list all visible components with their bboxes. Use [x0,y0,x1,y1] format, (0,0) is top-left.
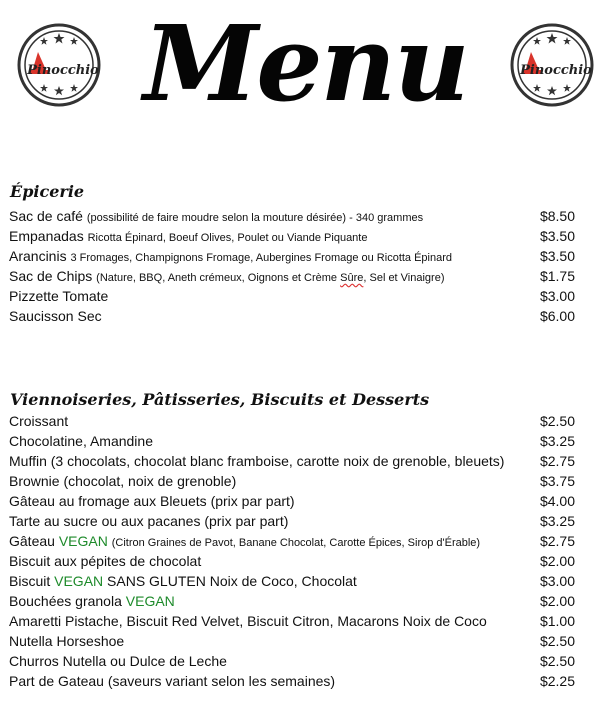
item-price: $2.75 [539,533,575,549]
menu-item [9,288,575,308]
item-price: $3.25 [539,433,575,449]
viennoiseries-list [9,413,575,693]
menu-item [9,533,575,553]
menu-item [9,228,575,248]
item-price: $6.00 [539,308,575,324]
logo-text: Pinocchio [27,63,99,78]
menu-item [9,473,575,493]
item-price: $3.00 [539,573,575,589]
item-price: $3.25 [539,513,575,529]
menu-item [9,593,575,613]
item-price: $4.00 [539,493,575,509]
item-price: $2.75 [539,453,575,469]
item-detail: 3 Fromages, Champignons Fromage, Aubergines Fromage ou Ricotta Épinard [70,252,453,264]
item-name: Nutella Horseshoe [9,633,125,649]
menu-item [9,268,575,288]
item-name: Tarte au sucre ou aux pacanes (prix par part) [9,513,289,529]
item-price: $2.00 [539,553,575,569]
item-detail: (Citron Graines de Pavot, Banane Chocolat, Carotte Épices, Sirop d'Érable) [111,537,481,549]
item-name: Gâteau VEGAN (Citron Graines de Pavot, Banane Chocolat, Carotte Épices, Sirop d'Érable) [9,533,481,549]
item-price: $1.75 [539,268,575,284]
item-price: $3.50 [539,228,575,244]
logo-text: Pinocchio [520,63,592,78]
menu-item [9,653,575,673]
item-detail: Ricotta Épinard, Boeuf Olives, Poulet ou Viande Piquante [87,232,368,244]
vegan-label: VEGAN [58,533,108,549]
item-name: Amaretti Pistache, Biscuit Red Velvet, Biscuit Citron, Macarons Noix de Coco [9,613,487,629]
item-price: $2.00 [539,593,575,609]
item-price: $8.50 [539,208,575,224]
item-detail: (Nature, BBQ, Aneth crémeux, Oignons et Crème Sûre, Sel et Vinaigre) [96,272,445,284]
item-name: Part de Gateau (saveurs variant selon les semaines) [9,673,336,689]
item-price: $2.50 [539,633,575,649]
page-title: Menu [143,2,468,125]
vegan-label: VEGAN [54,573,104,589]
item-name: Muffin (3 chocolats, chocolat blanc framboise, carotte noix de grenoble, bleuets) [9,453,505,469]
menu-item [9,413,575,433]
item-price: $3.00 [539,288,575,304]
item-name: Arancinis 3 Fromages, Champignons Fromage, Aubergines Fromage ou Ricotta Épinard [9,248,453,264]
section-title-viennoiseries: Viennoiseries, Pâtisseries, Biscuits et Desserts [10,390,430,409]
item-detail: (possibilité de faire moudre selon la mouture désirée) - 340 grammes [86,212,424,224]
item-name: Saucisson Sec [9,308,102,324]
menu-item [9,573,575,593]
menu-item [9,633,575,653]
item-price: $3.50 [539,248,575,264]
item-name: Brownie (chocolat, noix de grenoble) [9,473,237,489]
item-name: Sac de café (possibilité de faire moudre selon la mouture désirée) - 340 grammes [9,208,424,224]
menu-item [9,208,575,228]
item-name: Pizzette Tomate [9,288,109,304]
item-name: Churros Nutella ou Dulce de Leche [9,653,227,669]
menu-item [9,553,575,573]
menu-item [9,673,575,693]
section-title-epicerie: Épicerie [10,182,85,201]
item-name: Biscuit VEGAN SANS GLUTEN Noix de Coco, Chocolat [9,573,357,589]
item-price: $1.00 [539,613,575,629]
menu-item [9,453,575,473]
item-price: $2.25 [539,673,575,689]
item-price: $2.50 [539,653,575,669]
item-name: Chocolatine, Amandine [9,433,153,449]
item-name: Empanadas Ricotta Épinard, Boeuf Olives, Poulet ou Viande Piquante [9,228,368,244]
item-name: Bouchées granola VEGAN [9,593,175,609]
menu-item [9,513,575,533]
vegan-label: VEGAN [125,593,175,609]
item-name: Croissant [9,413,69,429]
item-price: $3.75 [539,473,575,489]
item-name: Gâteau au fromage aux Bleuets (prix par part) [9,493,295,509]
menu-item [9,493,575,513]
menu-item [9,433,575,453]
menu-item [9,613,575,633]
menu-item [9,248,575,268]
menu-item [9,308,575,328]
item-name: Biscuit aux pépites de chocolat [9,553,202,569]
epicerie-list [9,208,575,328]
item-price: $2.50 [539,413,575,429]
item-name: Sac de Chips (Nature, BBQ, Aneth crémeux, Oignons et Crème Sûre, Sel et Vinaigre) [9,268,445,284]
